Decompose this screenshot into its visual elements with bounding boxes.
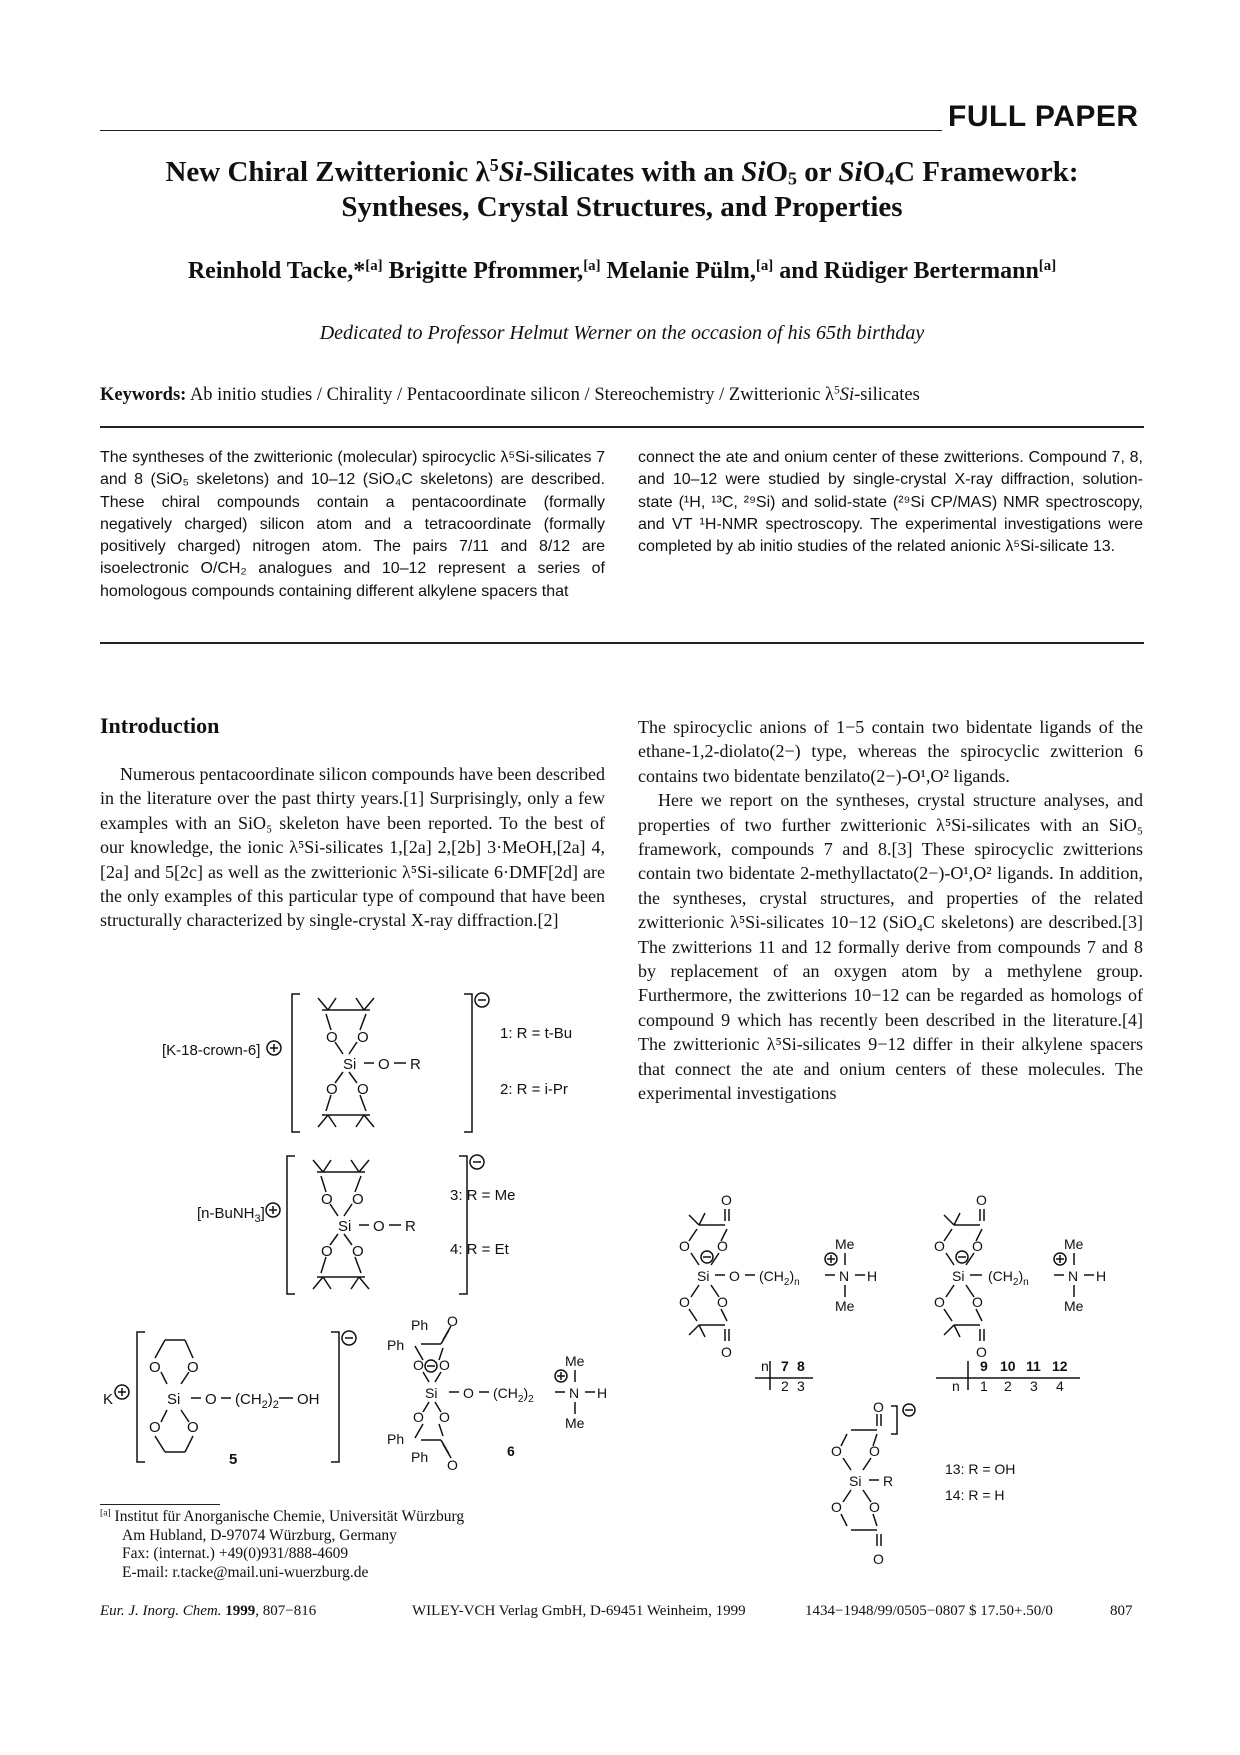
svg-text:O: O xyxy=(357,1081,369,1098)
svg-text:O: O xyxy=(717,1238,728,1254)
svg-text:O: O xyxy=(413,1409,424,1425)
svg-text:O: O xyxy=(873,1551,884,1567)
compound-label: 5 xyxy=(229,1451,238,1468)
svg-text:Me: Me xyxy=(565,1353,585,1369)
svg-text:O: O xyxy=(679,1238,690,1254)
svg-text:O: O xyxy=(373,1218,385,1235)
cation-label: K xyxy=(103,1391,114,1408)
header-rule xyxy=(100,130,942,131)
svg-text:Me: Me xyxy=(565,1415,585,1431)
affiliation-footnote: [a] Institut für Anorganische Chemie, Universität Würzburg Am Hubland, D-97074 Würzburg, Germany Fax: (internat.) +49(0)931/888-4609 E-mail: r.tacke@mail.uni-wuerzburg.de xyxy=(100,1507,465,1581)
svg-text:O: O xyxy=(439,1409,450,1425)
author-list xyxy=(100,258,1144,285)
svg-text:O: O xyxy=(187,1419,199,1436)
author: Rüdiger Bertermann[a] xyxy=(823,257,1057,284)
scheme-compound-6 xyxy=(385,1310,615,1480)
svg-text:O: O xyxy=(447,1313,458,1329)
svg-text:O: O xyxy=(352,1191,364,1208)
svg-text:N: N xyxy=(569,1385,580,1401)
svg-text:O: O xyxy=(976,1192,987,1208)
intro-column-right xyxy=(638,715,1143,1106)
svg-text:O: O xyxy=(976,1344,987,1360)
svg-text:Si: Si xyxy=(343,1056,357,1073)
svg-text:1: 1 xyxy=(980,1378,988,1394)
cation-label: [K-18-crown-6] xyxy=(162,1042,261,1059)
compound-label: 2: R = i-Pr xyxy=(500,1081,568,1098)
scheme-compound-5 xyxy=(105,1328,365,1468)
svg-text:O: O xyxy=(869,1499,880,1515)
journal-citation: Eur. J. Inorg. Chem. 1999, 807−816 xyxy=(100,1603,317,1619)
svg-text:(CH2)n: $(CH_2)_n$ xyxy=(759,1268,800,1288)
keywords: Keywords: Ab initio studies / Chirality / Pentacoordinate silicon / Stereochemistry / Zwitterionic $\lambda^5Si$-silicates xyxy=(100,384,920,405)
svg-text:(CH2)2: $(CH_2)_2$ xyxy=(493,1385,534,1405)
svg-text:O: O xyxy=(326,1029,338,1046)
svg-text:O: O xyxy=(717,1294,728,1310)
svg-text:3: 3 xyxy=(1030,1378,1038,1394)
svg-text:O: O xyxy=(869,1443,880,1459)
svg-text:11: 11 xyxy=(1026,1358,1041,1374)
scheme-compounds-13-14 xyxy=(815,1400,1075,1580)
title-line-1: New Chiral Zwitterionic $\lambda^5Si$-Silicates with an SiO$_5$ or SiO$_4$C Framework: xyxy=(165,155,1079,189)
intro-paragraph-2: The spirocyclic anions of 1−5 contain two bidentate ligands of the ethane-1,2-diolato(2−) type, whereas the spirocyclic zwitterion 6 contains two bidentate benzilato(2−)-O¹,O² ligands. xyxy=(638,717,1143,786)
publisher: WILEY-VCH Verlag GmbH, D-69451 Weinheim, 1999 xyxy=(412,1603,746,1619)
svg-text:O: O xyxy=(326,1081,338,1098)
paper-title xyxy=(100,155,1144,225)
abstract-right: connect the ate and onium center of these zwitterions. Compound 7, 8, and 10–12 were studied by single-crystal X-ray diffraction, solution-state (¹H, ¹³C, ²⁹Si) and solid-state (²⁹Si CP/MAS) NMR spectroscopy, and VT ¹H-NMR spectroscopy. The experimental investigations were completed by ab initio studies of the related anionic λ⁵Si-silicate 13. xyxy=(638,449,1143,556)
author: Melanie Pülm,[a] and xyxy=(606,257,824,284)
svg-text:O: O xyxy=(972,1238,983,1254)
svg-text:Si: Si xyxy=(338,1218,352,1235)
page-number: 807 xyxy=(1110,1603,1133,1619)
svg-text:12: 12 xyxy=(1052,1358,1068,1374)
issn: 1434−1948/99/0505−0807 $ 17.50+.50/0 xyxy=(805,1603,1053,1619)
svg-text:O: O xyxy=(149,1419,161,1436)
svg-text:O: O xyxy=(321,1243,333,1260)
svg-text:Si: Si xyxy=(167,1391,181,1408)
intro-paragraph-1: Numerous pentacoordinate silicon compounds have been described in the literature over the past thirty years.[1] Surprisingly, only a few examples with an SiO₅ skeleton have been reported. To the best of our knowledge, the ionic λ⁵Si-silicates 1,[2a] 2,[2b] 3·MeOH,[2a] 4,[2a] and 5[2c] as well as the zwitterionic λ⁵Si-silicate 6·DMF[2d] are the only examples of this particular type of compound that have been structurally characterized by single-crystal X-ray diffraction.[2] xyxy=(100,764,605,931)
svg-text:Me: Me xyxy=(835,1236,855,1252)
svg-text:H: H xyxy=(597,1385,608,1401)
section-heading: Introduction xyxy=(100,713,220,738)
svg-text:O: O xyxy=(873,1399,884,1415)
footnote-rule xyxy=(100,1504,220,1505)
svg-text:Ph: Ph xyxy=(411,1317,429,1333)
svg-text:O: O xyxy=(413,1357,424,1373)
svg-text:O: O xyxy=(831,1443,842,1459)
svg-text:O: O xyxy=(831,1499,842,1515)
svg-text:(CH2)n: $(CH_2)_n$ xyxy=(988,1268,1029,1288)
svg-text:N: N xyxy=(839,1268,850,1284)
svg-text:O: O xyxy=(187,1359,199,1376)
intro-paragraph-3: Here we report on the syntheses, crystal structure analyses, and properties of two further zwitterionic λ⁵Si-silicates with an SiO₅ framework, compounds 7 and 8.[3] These spirocyclic zwitterions contain two bidentate 2-methyllactato(2−)-O¹,O² ligands. In addition, the syntheses, crystal structures, and properties of the related zwitterionic λ⁵Si-silicates 10−12 (SiO₄C skeletons) are described.[3] The zwitterions 11 and 12 formally derive from compounds 7 and 8 by replacement of an oxygen atom by a methylene group. Furthermore, the zwitterions 10−12 can be regarded as homologs of compound 9 which has recently been described in the literature.[4] The zwitterionic λ⁵Si-silicates 9−12 differ in their alkylene spacers that connect the ate and onium centers of these molecules. The experimental investigations xyxy=(638,790,1143,1104)
svg-text:O: O xyxy=(439,1357,450,1373)
svg-text:7: 7 xyxy=(781,1358,789,1374)
svg-text:2: 2 xyxy=(781,1378,789,1394)
svg-text:n: n xyxy=(761,1358,769,1374)
svg-text:OH: OH xyxy=(297,1391,320,1408)
svg-text:Si: Si xyxy=(849,1473,862,1489)
svg-text:(CH2)2: $(CH_2)_2$ xyxy=(235,1391,279,1411)
svg-text:O: O xyxy=(149,1359,161,1376)
abstract-bottom-rule xyxy=(100,642,1144,644)
author: Brigitte Pfrommer,[a] xyxy=(388,257,601,284)
svg-text:3: 3 xyxy=(797,1378,805,1394)
svg-text:2: 2 xyxy=(1004,1378,1012,1394)
svg-text:n: n xyxy=(952,1378,960,1394)
compound-label: 6 xyxy=(507,1443,515,1459)
cation-label: [n-BuNH$_3$] xyxy=(197,1205,265,1225)
svg-text:O: O xyxy=(721,1344,732,1360)
svg-text:O: O xyxy=(205,1391,217,1408)
svg-text:O: O xyxy=(679,1294,690,1310)
svg-text:8: 8 xyxy=(797,1358,805,1374)
scheme-compounds-3-4 xyxy=(195,1152,595,1302)
svg-text:Me: Me xyxy=(1064,1298,1084,1314)
compound-label: 3: R = Me xyxy=(450,1187,516,1204)
svg-text:H: H xyxy=(867,1268,878,1284)
svg-text:4: 4 xyxy=(1056,1378,1064,1394)
svg-text:9: 9 xyxy=(980,1358,988,1374)
svg-text:O: O xyxy=(972,1294,983,1310)
svg-text:Me: Me xyxy=(1064,1236,1084,1252)
svg-text:O: O xyxy=(934,1238,945,1254)
svg-text:O: O xyxy=(729,1268,740,1284)
abstract-top-rule xyxy=(100,426,1144,428)
svg-text:Ph: Ph xyxy=(411,1449,429,1465)
svg-text:Ph: Ph xyxy=(387,1337,405,1353)
svg-text:R: R xyxy=(410,1056,421,1073)
svg-text:H: H xyxy=(1096,1268,1107,1284)
scheme-compounds-7-8 xyxy=(665,1185,895,1394)
svg-text:Me: Me xyxy=(835,1298,855,1314)
svg-text:Ph: Ph xyxy=(387,1431,405,1447)
svg-text:10: 10 xyxy=(1000,1358,1016,1374)
dedication: Dedicated to Professor Helmut Werner on the occasion of his 65th birthday xyxy=(319,322,925,344)
svg-text:R: R xyxy=(405,1218,416,1235)
compound-label: 1: R = t-Bu xyxy=(500,1025,573,1042)
svg-text:Si: Si xyxy=(952,1268,965,1284)
compound-label: 14: R = H xyxy=(945,1487,1005,1503)
intro-column-left xyxy=(100,762,605,933)
svg-text:N: N xyxy=(1068,1268,1079,1284)
compound-label: 13: R = OH xyxy=(945,1461,1016,1477)
abstract-left: The syntheses of the zwitterionic (molecular) spirocyclic λ⁵Si-silicates 7 and 8 (SiO₅ skeletons) and 10–12 (SiO₄C skeletons) are described. These chiral compounds contain a pentacoordinate (formally negatively charged) silicon atom and a tetracoordinate (formally positively charged) nitrogen atom. The pairs 7/11 and 8/12 are isoelectronic O/CH₂ analogues and 10–12 represent a series of homologous compounds containing different alkylene spacers that xyxy=(100,449,605,600)
title-line-2: Syntheses, Crystal Structures, and Properties xyxy=(341,191,903,223)
svg-text:O: O xyxy=(721,1192,732,1208)
section-label: FULL PAPER xyxy=(948,100,1139,133)
svg-text:O: O xyxy=(321,1191,333,1208)
svg-text:O: O xyxy=(357,1029,369,1046)
svg-text:R: R xyxy=(883,1473,894,1489)
svg-text:O: O xyxy=(378,1056,390,1073)
svg-text:O: O xyxy=(447,1457,458,1473)
scheme-compounds-1-2 xyxy=(160,990,600,1140)
svg-text:O: O xyxy=(463,1385,474,1401)
author: Reinhold Tacke,*[a] xyxy=(187,257,383,284)
svg-text:Si: Si xyxy=(425,1385,438,1401)
svg-text:O: O xyxy=(352,1243,364,1260)
svg-text:O: O xyxy=(934,1294,945,1310)
svg-text:Si: Si xyxy=(697,1268,710,1284)
scheme-compounds-9-12 xyxy=(920,1185,1150,1394)
compound-label: 4: R = Et xyxy=(450,1241,509,1258)
